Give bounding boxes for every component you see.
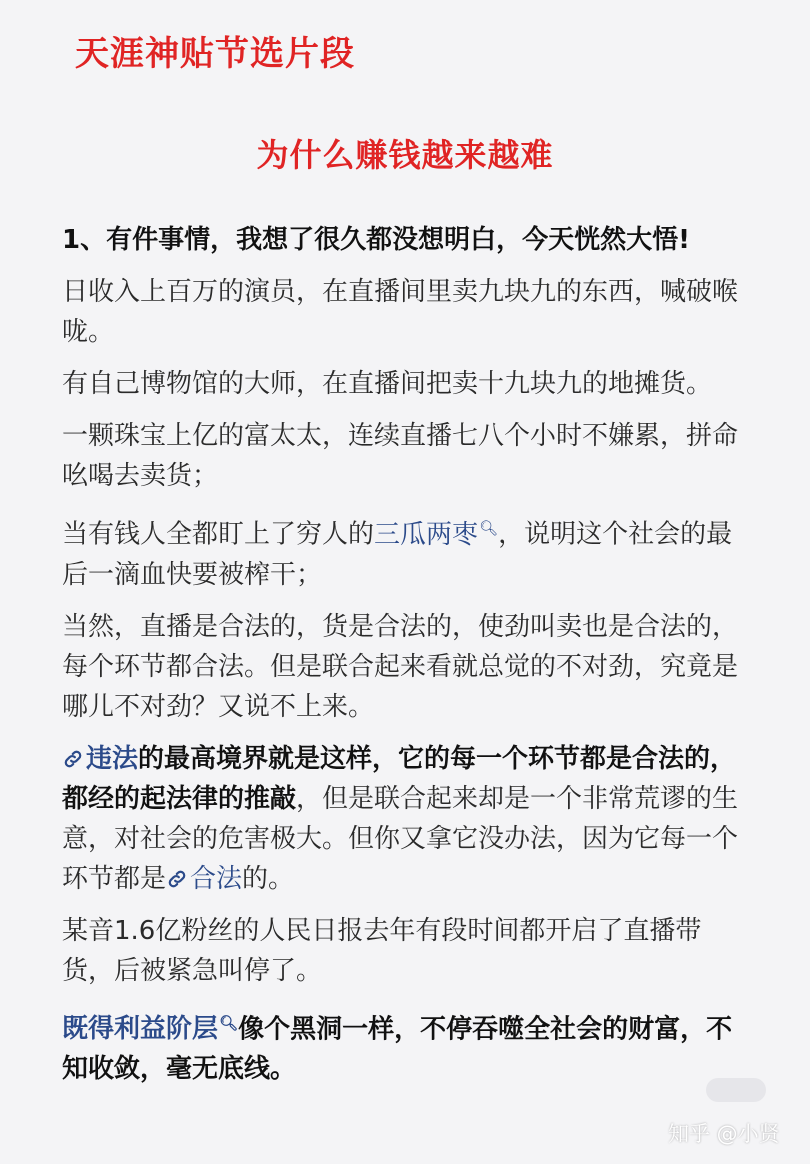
link-hefa[interactable] — [166, 864, 242, 894]
paragraph-5-pre: 当有钱人全都盯上了穷人的 — [62, 519, 375, 550]
watermark-blob — [706, 1078, 766, 1102]
paragraph-7 — [62, 739, 752, 899]
search-link-sangua-label: 三瓜两枣 — [374, 519, 479, 550]
watermark-zhihu: 知乎 @小贤 — [668, 1122, 780, 1146]
search-link-jide-label: 既得利益阶层 — [62, 1014, 219, 1045]
search-icon: 🔍︎ — [219, 1013, 239, 1032]
article-title: 为什么赚钱越来越难 — [256, 136, 554, 174]
link-icon — [166, 868, 188, 890]
paragraph-6: 当然，直播是合法的，货是合法的，使劲叫卖也是合法的，每个环节都合法。但是联合起来看就总觉的不对劲，究竟是哪儿不对劲？又说不上来。 — [62, 611, 739, 722]
paragraph-9-bold: 像个黑洞一样，不停吞噬全社会的财富，不知收敛，毫无底线。 — [62, 1014, 733, 1085]
paragraph-7-bold: 的最高境界就是这样，它的每一个环节都是合法的，都经的起法律的推敲 — [62, 743, 737, 814]
paragraph-4: 一颗珠宝上亿的富太太，连续直播七八个小时不嫌累，拼命吆喝去卖货； — [62, 421, 739, 491]
paragraph-3: 有自己博物馆的大师，在直播间把卖十九块九的地摊货。 — [62, 369, 713, 399]
paragraph-7-end: 的。 — [242, 863, 295, 894]
paragraph-7-mid: ，但是联合起来却是一个非常荒谬的生意，对社会的危害极大。但你又拿它没办法，因为它每一个环节都是 — [62, 783, 739, 894]
search-link-jide[interactable] — [62, 1014, 238, 1044]
link-weifa-label: 违法 — [86, 743, 139, 774]
link-weifa[interactable] — [62, 744, 138, 774]
paragraph-5-post: ，说明这个社会的最后一滴血快要被榨干； — [62, 519, 733, 590]
search-icon: 🔍︎ — [479, 519, 499, 537]
paragraph-5 — [62, 508, 752, 595]
paragraph-9 — [62, 1003, 752, 1090]
paragraph-1: 1、有件事情，我想了很久都没想明白，今天恍然大悟! — [62, 225, 690, 255]
link-icon — [62, 748, 84, 770]
paragraph-2: 日收入上百万的演员，在直播间里卖九块九的东西，喊破喉咙。 — [62, 277, 739, 347]
search-link-sangua[interactable] — [374, 520, 498, 550]
article-body — [62, 220, 752, 1101]
link-hefa-label: 合法 — [190, 863, 243, 894]
header-title: 天涯神贴节选片段 — [75, 34, 355, 74]
paragraph-8: 某音1.6亿粉丝的人民日报去年有段时间都开启了直播带货，后被紧急叫停了。 — [62, 915, 702, 986]
